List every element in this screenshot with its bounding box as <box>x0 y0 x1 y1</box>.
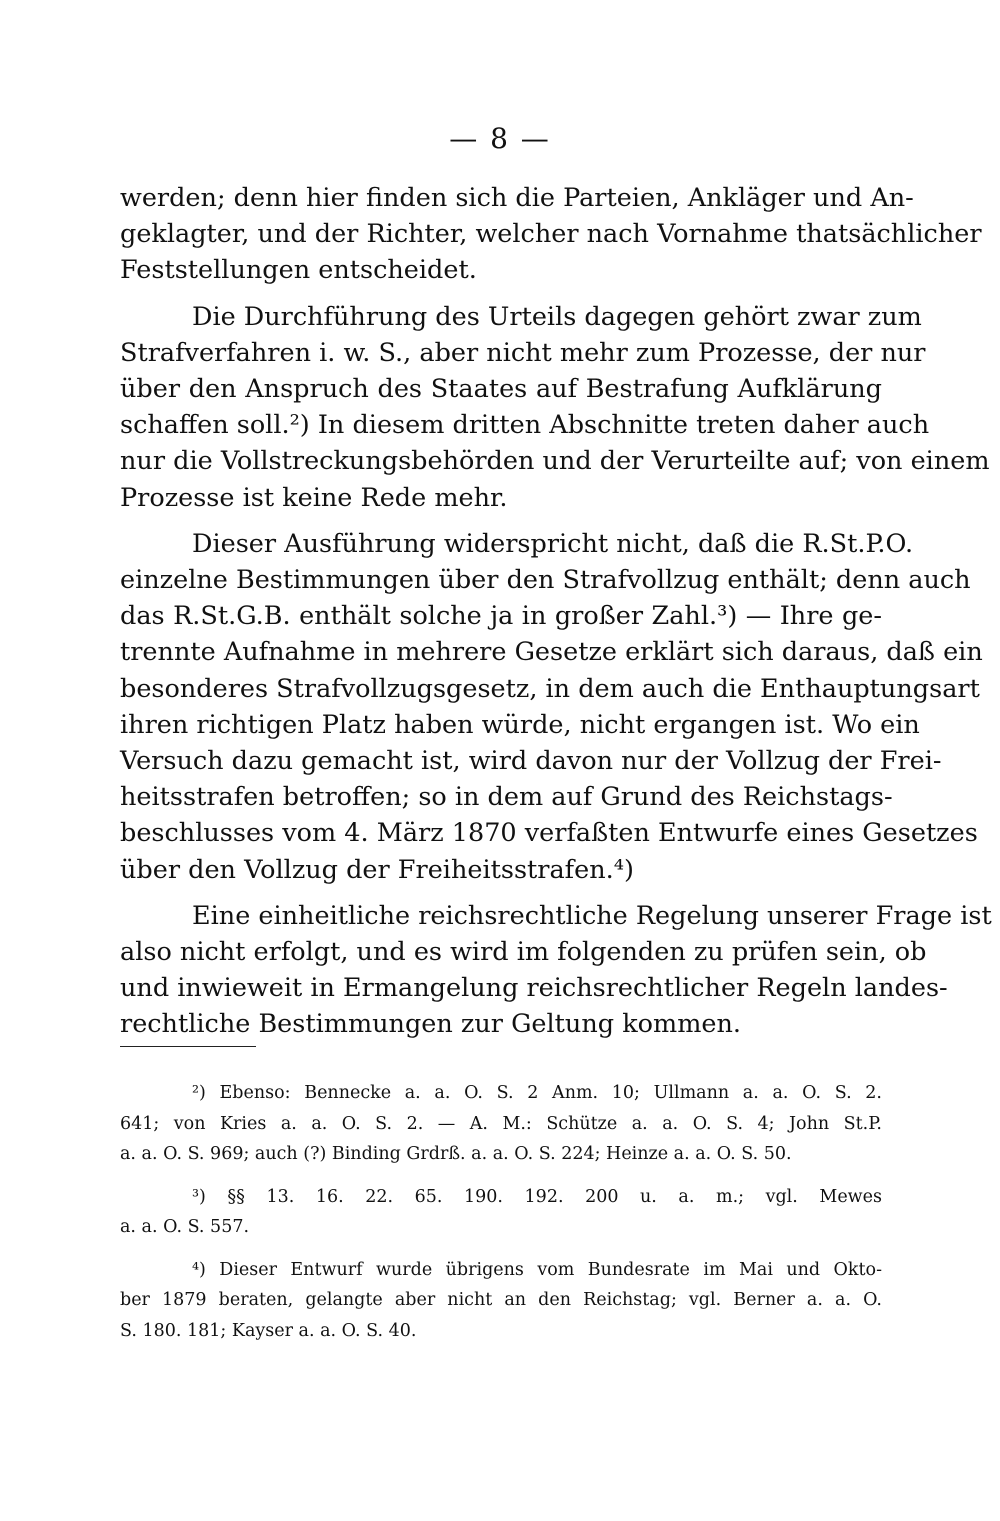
footnote-line: 641; von Kries a. a. O. S. 2. — A. M.: Schütze a. a. O. S. 4; John St.P. <box>120 1113 882 1134</box>
footnote-line: a. a. O. S. 557. <box>120 1217 250 1237</box>
footnote-2 <box>120 1078 882 1170</box>
text-line: Eine einheitliche reichsrechtliche Regelung unserer Frage ist <box>192 900 992 931</box>
text-line: schaffen soll.²) In diesem dritten Abschnitte treten daher auch <box>120 410 930 441</box>
text-line: heitsstrafen betroffen; so in dem auf Grund des Reichstags- <box>120 782 893 813</box>
footnote-3 <box>120 1182 882 1243</box>
text-line: das R.St.G.B. enthält solche ja in großer Zahl.³) — Ihre ge- <box>120 601 882 632</box>
text-line: über den Anspruch des Staates auf Bestrafung Aufklärung <box>120 374 882 405</box>
paragraph-3 <box>120 526 983 888</box>
text-line: geklagter, und der Richter, welcher nach Vornahme thatsächlicher <box>120 219 982 250</box>
footnotes <box>120 1078 882 1346</box>
main-text <box>120 180 992 1043</box>
footnote-line: ³) §§ 13. 16. 22. 65. 190. 192. 200 u. a. m.; vgl. Mewes <box>192 1186 882 1207</box>
text-line: Feststellungen entscheidet. <box>120 255 477 286</box>
text-line: Die Durchführung des Urteils dagegen gehört zwar zum <box>192 301 922 332</box>
footnote-line: ber 1879 beraten, gelangte aber nicht an den Reichstag; vgl. Berner a. a. O. <box>120 1290 882 1310</box>
text-line: und inwieweit in Ermangelung reichsrechtlicher Regeln landes- <box>120 973 948 1004</box>
footnote-line: a. a. O. S. 969; auch (?) Binding Grdrß. a. a. O. S. 224; Heinze a. a. O. S. 50. <box>120 1144 792 1164</box>
text-line: Versuch dazu gemacht ist, wird davon nur der Vollzug der Frei- <box>120 746 942 777</box>
paragraph-4 <box>120 898 992 1043</box>
footnote-line: ⁴) Dieser Entwurf wurde übrigens vom Bundesrate im Mai und Okto- <box>192 1259 882 1280</box>
text-line: Prozesse ist keine Rede mehr. <box>120 482 508 513</box>
text-line: Strafverfahren i. w. S., aber nicht mehr zum Prozesse, der nur <box>120 337 926 368</box>
text-line: über den Vollzug der Freiheitsstrafen.⁴) <box>120 854 634 885</box>
text-line: also nicht erfolgt, und es wird im folgenden zu prüfen sein, ob <box>120 937 927 968</box>
footnote-line: ²) Ebenso: Bennecke a. a. O. S. 2 Anm. 10; Ullmann a. a. O. S. 2. <box>192 1083 882 1103</box>
paragraph-2 <box>120 299 990 516</box>
text-line: Dieser Ausführung widerspricht nicht, daß die R.St.P.O. <box>192 528 914 559</box>
text-line: trennte Aufnahme in mehrere Gesetze erklärt sich daraus, daß ein <box>120 637 983 668</box>
page-number: — 8 — <box>449 122 551 155</box>
text-line: rechtliche Bestimmungen zur Geltung kommen. <box>120 1009 741 1040</box>
text-line: werden; denn hier finden sich die Parteien, Ankläger und An- <box>120 183 914 213</box>
text-line: ihren richtigen Platz haben würde, nicht ergangen ist. Wo ein <box>120 709 920 740</box>
text-line: besonderes Strafvollzugsgesetz, in dem auch die Enthauptungsart <box>120 673 980 704</box>
footnote-line: S. 180. 181; Kayser a. a. O. S. 40. <box>120 1320 417 1341</box>
footnote-4 <box>120 1255 882 1347</box>
text-line: einzelne Bestimmungen über den Strafvollzug enthält; denn auch <box>120 565 971 596</box>
paragraph-1 <box>120 180 982 289</box>
footnote-separator <box>120 1046 256 1047</box>
text-line: beschlusses vom 4. März 1870 verfaßten Entwurfe eines Gesetzes <box>120 818 978 849</box>
text-line: nur die Vollstreckungsbehörden und der Verurteilte auf; von einem <box>120 446 990 477</box>
